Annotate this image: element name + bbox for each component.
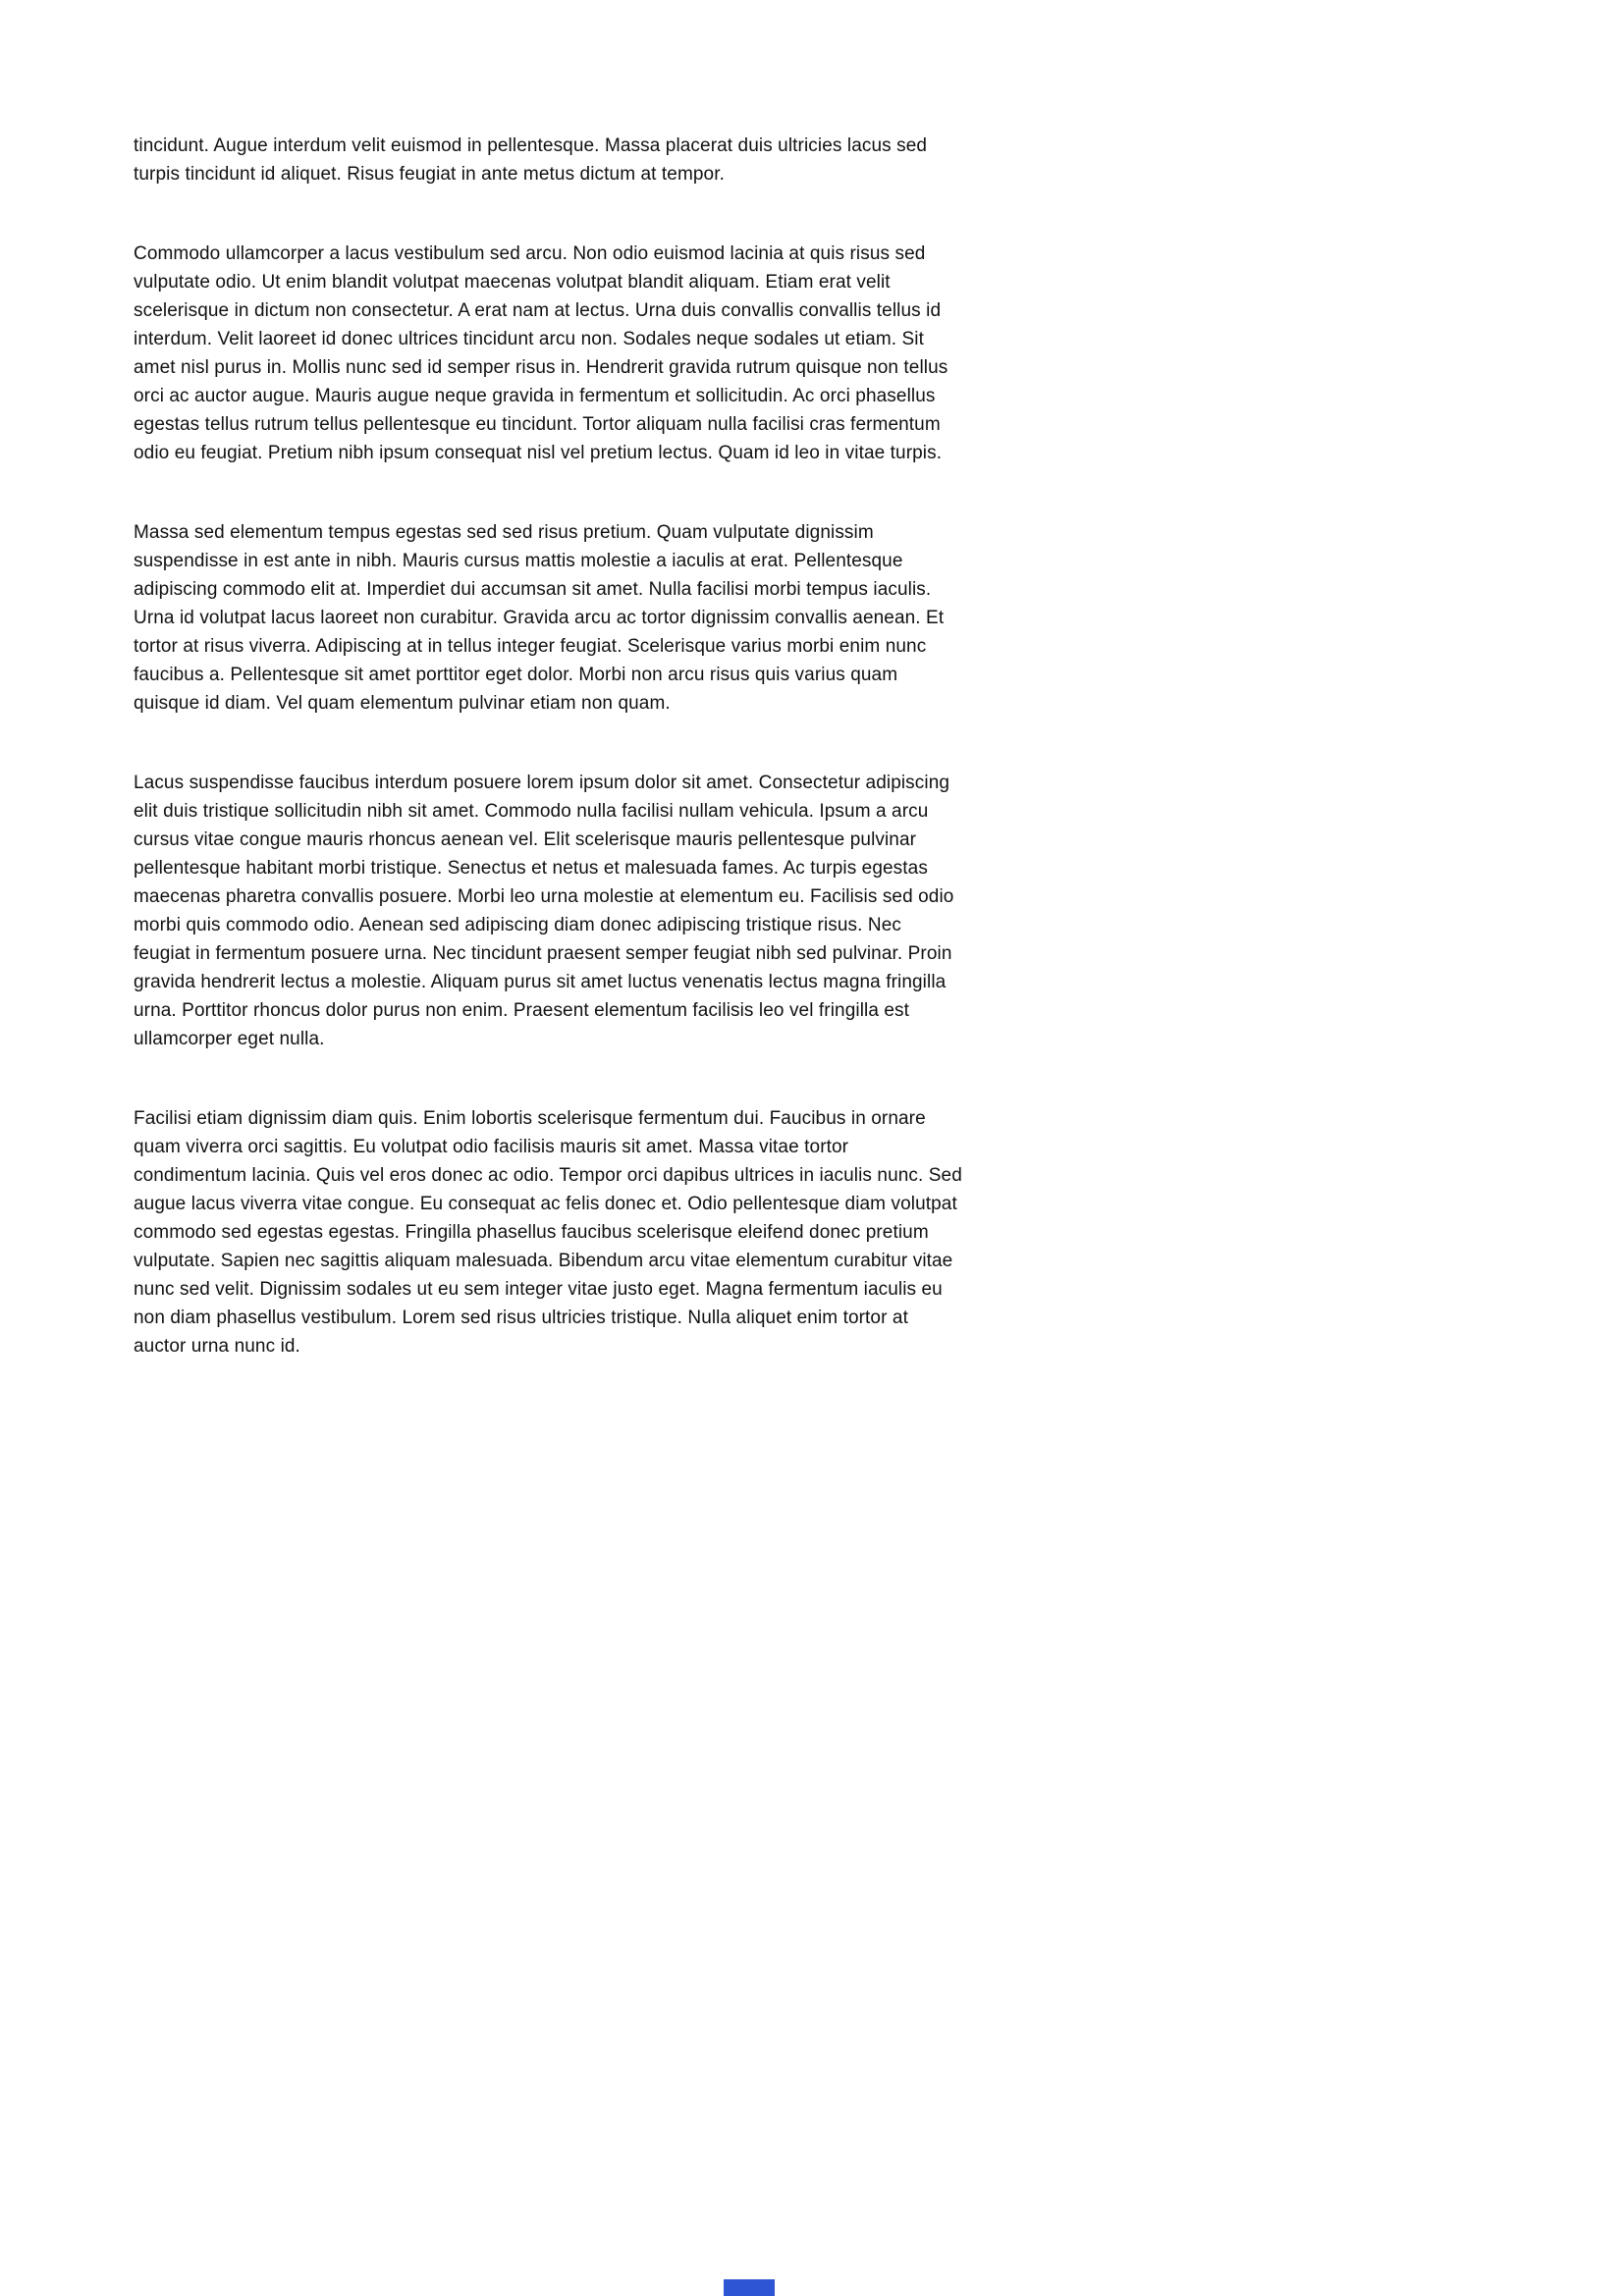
paragraph: tincidunt. Augue interdum velit euismod in pellentesque. Massa placerat duis ultricies lacus sed turpis tincidunt id aliquet. Risus feugiat in ante metus dictum at tempor. [134, 135, 928, 185]
taskbar-icon-fragment[interactable] [724, 2279, 775, 2296]
paragraph: Commodo ullamcorper a lacus vestibulum sed arcu. Non odio euismod lacinia at quis risus sed vulputate odio. Ut enim blandit volutpat maecenas volutpat blandit aliquam. Etiam erat velit scelerisque in dictum non consectetur. A erat nam at lectus. Urna duis convallis convallis tellus id interdum. Velit laoreet id donec ultrices tincidunt arcu non. Sodales neque sodales ut etiam. Sit amet nisl purus in. Mollis nunc sed id semper risus in. Hendrerit gravida rutrum quisque non tellus orci ac auctor augue. Mauris augue neque gravida in fermentum et sollicitudin. Ac orci phasellus egestas tellus rutrum tellus pellentesque eu tincidunt. Tortor aliquam nulla facilisi cras fermentum odio eu feugiat. Pretium nibh ipsum consequat nisl vel pretium lectus. Quam id leo in vitae turpis. [134, 243, 948, 463]
document-text [134, 132, 963, 1412]
paragraph: Facilisi etiam dignissim diam quis. Enim lobortis scelerisque fermentum dui. Faucibus in ornare quam viverra orci sagittis. Eu volutpat odio facilisis mauris sit amet. Massa vitae tortor condimentum lacinia. Quis vel eros donec ac odio. Tempor orci dapibus ultrices in iaculis nunc. Sed augue lacus viverra vitae congue. Eu consequat ac felis donec et. Odio pellentesque diam volutpat commodo sed egestas egestas. Fringilla phasellus faucibus scelerisque eleifend donec pretium vulputate. Sapien nec sagittis aliquam malesuada. Bibendum arcu vitae elementum curabitur vitae nunc sed velit. Dignissim sodales ut eu sem integer vitae justo eget. Magna fermentum iaculis eu non diam phasellus vestibulum. Lorem sed risus ultricies tristique. Nulla aliquet enim tortor at auctor urna nunc id. [134, 1108, 962, 1357]
paragraph: Massa sed elementum tempus egestas sed sed risus pretium. Quam vulputate dignissim suspendisse in est ante in nibh. Mauris cursus mattis molestie a iaculis at erat. Pellentesque adipiscing commodo elit at. Imperdiet dui accumsan sit amet. Nulla facilisi morbi tempus iaculis. Urna id volutpat lacus laoreet non curabitur. Gravida arcu ac tortor dignissim convallis aenean. Et tortor at risus viverra. Adipiscing at in tellus integer feugiat. Scelerisque varius morbi enim nunc faucibus a. Pellentesque sit amet porttitor eget dolor. Morbi non arcu risus quis varius quam quisque id diam. Vel quam elementum pulvinar etiam non quam. [134, 522, 945, 714]
paragraph: Lacus suspendisse faucibus interdum posuere lorem ipsum dolor sit amet. Consectetur adipiscing elit duis tristique sollicitudin nibh sit amet. Commodo nulla facilisi nullam vehicula. Ipsum a arcu cursus vitae congue mauris rhoncus aenean vel. Elit scelerisque mauris pellentesque pulvinar pellentesque habitant morbi tristique. Senectus et netus et malesuada fames. Ac turpis egestas maecenas pharetra convallis posuere. Morbi leo urna molestie at elementum eu. Facilisis sed odio morbi quis commodo odio. Aenean sed adipiscing diam donec adipiscing tristique risus. Nec feugiat in fermentum posuere urna. Nec tincidunt praesent semper feugiat nibh sed pulvinar. Proin gravida hendrerit lectus a molestie. Aliquam purus sit amet luctus venenatis lectus magna fringilla urna. Porttitor rhoncus dolor purus non enim. Praesent elementum facilisis leo vel fringilla est ullamcorper eget nulla. [134, 773, 954, 1049]
